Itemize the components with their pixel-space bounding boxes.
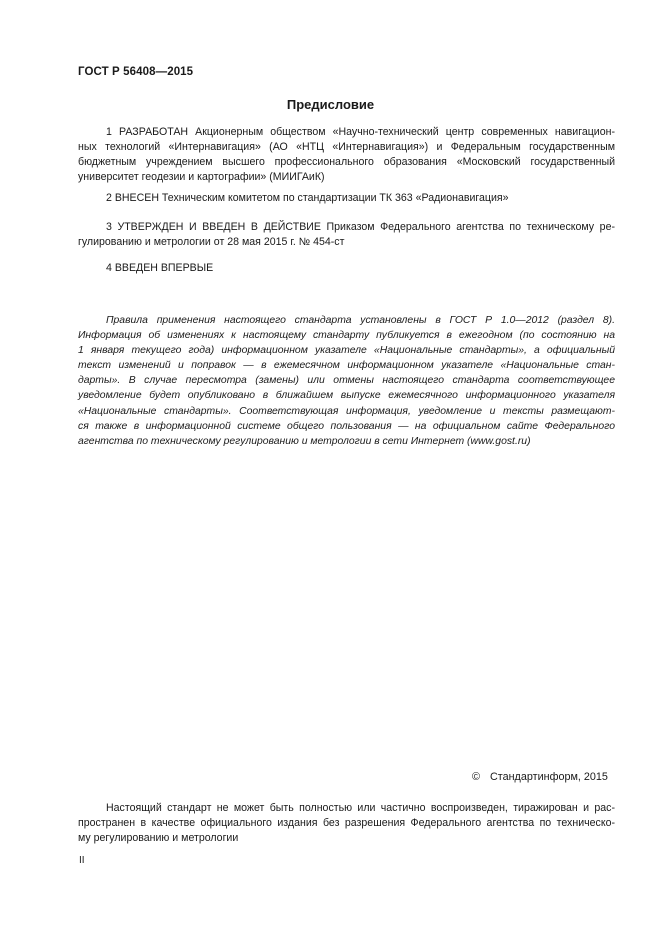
text-line: му регулированию и метрологии bbox=[78, 832, 239, 844]
text-line: дарты». В случае пересмотра (замены) или отмены настоящего стандарта соответствующее bbox=[78, 375, 615, 387]
reproduction-notice bbox=[78, 801, 615, 846]
text-line: гулированию и метрологии от 28 мая 2015 г. № 454-ст bbox=[78, 236, 345, 248]
copyright bbox=[472, 771, 608, 783]
text-line: ных технологий «Интернавигация» (АО «НТЦ «Интернавигация») и Федеральным государственным bbox=[78, 141, 615, 153]
preface-item-2 bbox=[78, 191, 615, 206]
text-line: агентства по техническому регулированию и метрологии в сети Интернет (www.gost.ru) bbox=[78, 435, 531, 447]
text-line: 3 УТВЕРЖДЕН И ВВЕДЕН В ДЕЙСТВИЕ Приказом Федерального агентства по техническому ре- bbox=[106, 221, 615, 233]
text-line: 2 ВНЕСЕН Техническим комитетом по стандартизации ТК 363 «Радионавигация» bbox=[106, 192, 509, 204]
text-line: уведомление будет опубликовано в ближайшем выпуске ежемесячного информационного указателя bbox=[78, 390, 615, 402]
text-line: Информация об изменениях к настоящему стандарту публикуется в ежегодном (по состоянию на bbox=[78, 330, 615, 342]
text-line: университет геодезии и картографии» (МИИГАиК) bbox=[78, 171, 325, 183]
preface-item-4 bbox=[78, 261, 615, 276]
text-line: пространен в качестве официального издания без разрешения Федерального агентства по техническо- bbox=[78, 817, 615, 829]
preface-item-3 bbox=[78, 220, 615, 250]
text-line: текст изменений и поправок — в ежемесячном информационном указателе «Национальные стан- bbox=[78, 360, 615, 372]
text-line: Правила применения настоящего стандарта установлены в ГОСТ Р 1.0—2012 (раздел 8). bbox=[106, 315, 615, 326]
text-line: 1 января текущего года) информационном указателе «Национальные стандарты», а официальный bbox=[78, 345, 615, 357]
preface-item-1 bbox=[78, 125, 615, 185]
text-line: ся также в информационной системе общего пользования — на официальном сайте Федерального bbox=[78, 420, 615, 432]
section-title: Предисловие bbox=[286, 97, 375, 112]
text-line: бюджетным учреждением высшего профессионального образования «Московский государственный bbox=[78, 156, 615, 168]
page-number: II bbox=[79, 855, 85, 866]
text-line: 4 ВВЕДЕН ВПЕРВЫЕ bbox=[106, 262, 214, 274]
rules-notice bbox=[78, 313, 615, 449]
text-line: Настоящий стандарт не может быть полностью или частично воспроизведен, тиражирован и рас- bbox=[106, 802, 615, 814]
text-line: 1 РАЗРАБОТАН Акционерным обществом «Научно-технический центр современных навигацион- bbox=[106, 126, 615, 138]
text-line: «Национальные стандарты». Соответствующая информация, уведомление и тексты размещают- bbox=[78, 405, 615, 417]
document-code: ГОСТ Р 56408—2015 bbox=[78, 66, 194, 78]
copyright-text: Стандартинформ, 2015 bbox=[489, 771, 608, 783]
copyright-icon: © bbox=[472, 771, 480, 783]
